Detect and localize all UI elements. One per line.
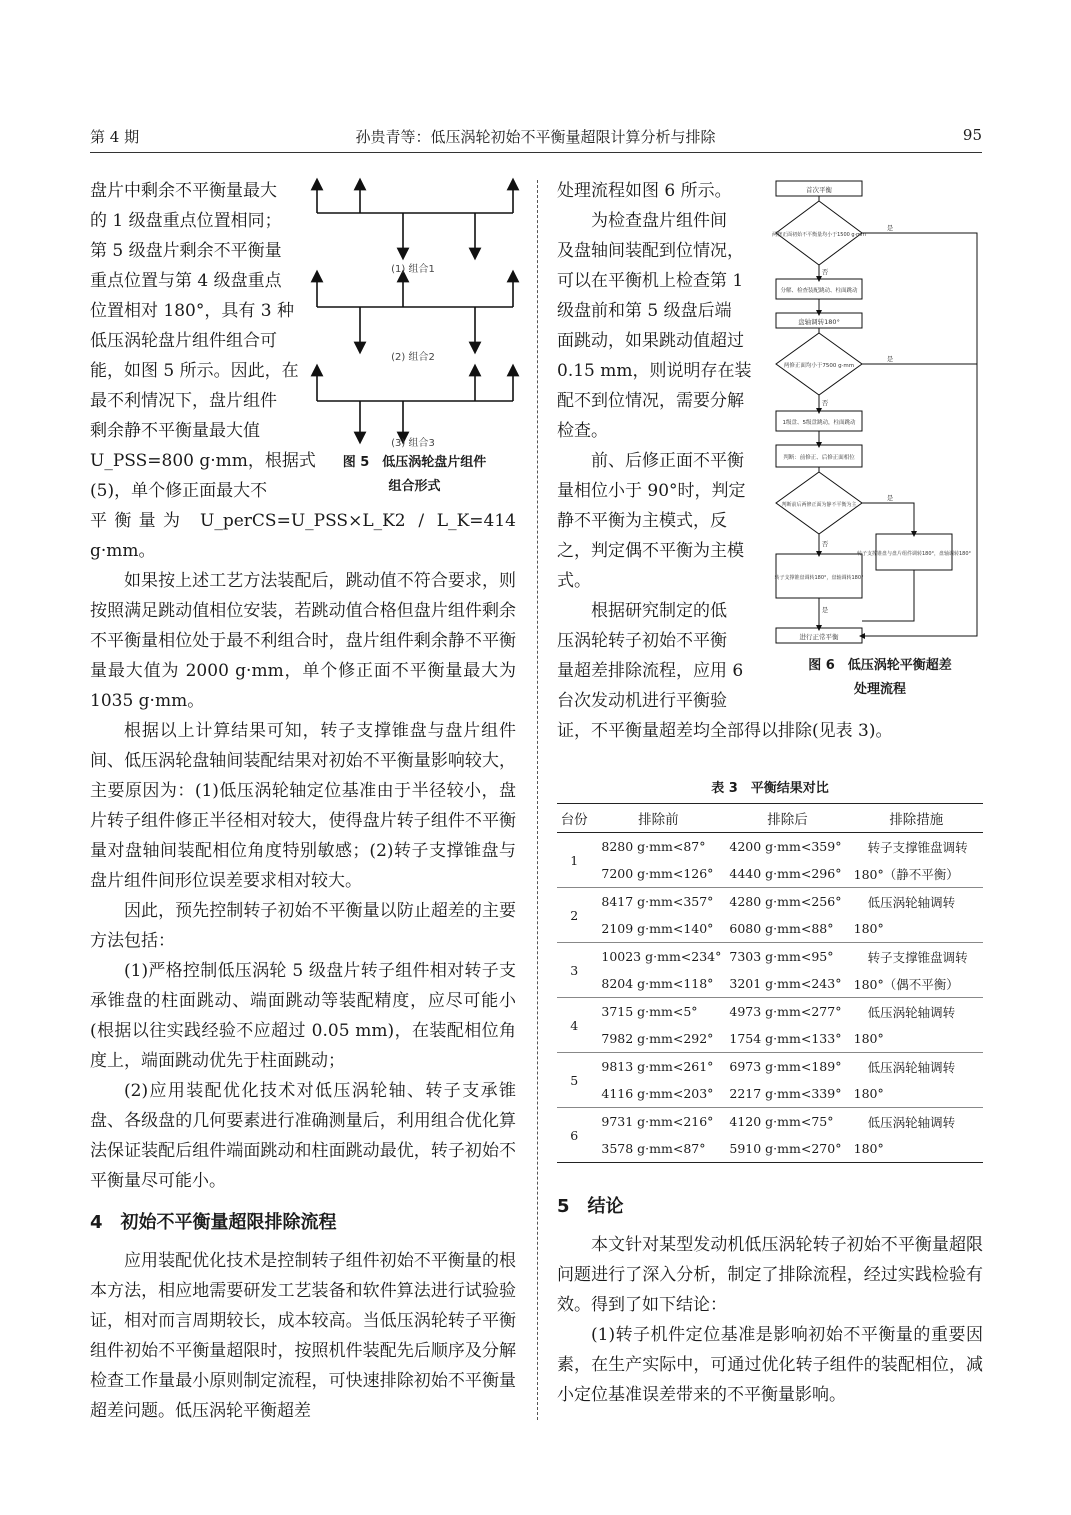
cell-before: 8417 g·mm<357° [591, 888, 725, 916]
paragraph: (2)应用装配优化技术对低压涡轮轴、转子支承锥盘、各级盘的几何要素进行准确测量后，利用组合优化算法保证装配后组件端面跳动和柱面跳动最优，转子初始不平衡量尽可能小。 [90, 1081, 516, 1191]
flow-yes-label: 是 [821, 606, 829, 614]
wrap-line: 最不利情况下，盘片组件 [90, 391, 277, 411]
caption-line: 组合形式 [388, 479, 441, 494]
column-header: 台份 [557, 804, 591, 833]
figure-5-diagram [305, 176, 525, 456]
flow-text: 转子支撑锥盘与盘片组件调转180°，盘轴调转180° [856, 551, 972, 557]
wrap-line: 可以在平衡机上检查第 1 [557, 271, 744, 291]
section-heading-4: 4 初始不平衡量超限排除流程 [90, 1212, 337, 1233]
table-3 [557, 803, 983, 1163]
conclusion-body [557, 1230, 983, 1410]
cell-after: 4120 g·mm<75° [725, 1108, 849, 1136]
wrap-line: 能，如图 5 所示。因此，在 [90, 361, 299, 381]
column-divider [537, 180, 538, 1420]
figure-6-caption [780, 654, 980, 702]
wrap-line: 位置相对 180°，具有 3 种 [90, 301, 294, 321]
flow-text: 分解、检查装配跳动、柱面跳动 [780, 288, 858, 294]
wrap-line: 检查。 [557, 421, 608, 441]
cell-before: 4116 g·mm<203° [601, 1086, 714, 1101]
unit-id: 2 [557, 888, 591, 943]
flow-yes-label: 是 [886, 494, 894, 502]
flow-no-label: 否 [821, 399, 829, 407]
flow-line [862, 503, 914, 534]
cell-after: 6973 g·mm<189° [725, 1053, 849, 1081]
table-row [557, 860, 983, 888]
column-header: 排除后 [725, 804, 849, 833]
wrap-line: 0.15 mm，则说明存在装 [557, 361, 752, 381]
paragraph: 本文针对某型发动机低压涡轮转子初始不平衡量超限问题进行了深入分析，制定了排除流程，经过实践检验有效。得到了如下结论： [557, 1235, 983, 1315]
cell-after: 2217 g·mm<339° [729, 1086, 842, 1101]
table-row [557, 1080, 983, 1108]
flow-text: 两修正面初始不平衡量均小于1500 g·mm [772, 232, 866, 238]
fig5-label: (1) 组合1 [391, 264, 435, 275]
caption-line: 图 5 低压涡轮盘片组件 [342, 455, 487, 470]
column-header: 排除前 [591, 804, 725, 833]
wrap-line: 台次发动机进行平衡验 [557, 691, 727, 711]
cell-after: 3201 g·mm<243° [729, 976, 842, 991]
cell-after: 4280 g·mm<256° [725, 888, 849, 916]
cell-before: 8280 g·mm<87° [591, 833, 725, 861]
table-row [557, 888, 983, 916]
cell-after: 7303 g·mm<95° [725, 943, 849, 971]
wrap-line: 处理流程如图 6 所示。 [557, 181, 732, 201]
cell-before: 9731 g·mm<216° [591, 1108, 725, 1136]
cell-before: 3578 g·mm<87° [591, 1135, 725, 1163]
section-heading-5: 5 结论 [557, 1196, 624, 1217]
cell-after: 4440 g·mm<296° [729, 866, 842, 881]
wrap-line: 配不到位情况，需要分解 [557, 391, 744, 411]
cell-measure: 180° [850, 1135, 983, 1163]
flow-text: 1级盘、5级盘跳动，柱面跳动 [782, 420, 856, 426]
wrap-line: (5)，单个修正面最大不 [90, 481, 268, 501]
cell-measure: 低压涡轮轴调转 [850, 888, 983, 916]
column-header: 排除措施 [850, 804, 983, 833]
cell-measure: 转子支撑锥盘调转 [850, 833, 983, 861]
wrap-line: 根据研究制定的低 [591, 601, 727, 621]
cell-before: 2109 g·mm<140° [601, 921, 714, 936]
flow-yes-label: 是 [886, 224, 894, 232]
flow-text: 首次平衡 [806, 186, 832, 194]
cell-measure: 转子支撑锥盘调转 [850, 943, 983, 971]
paragraph: (1)严格控制低压涡轮 5 级盘片转子组件相对转子支承锥盘的柱面跳动、端面跳动等装配精度，应尽可能小(根据以往实践经验不应超过 0.05 mm)，在装配相位角度上，端面跳动优先于柱面跳动； [90, 961, 516, 1071]
left-body [90, 506, 516, 1426]
header-rule [90, 152, 982, 153]
unit-id: 4 [557, 998, 591, 1053]
unit-id: 3 [557, 943, 591, 998]
unit-id: 5 [557, 1053, 591, 1108]
wrap-line: 为检查盘片组件间 [591, 211, 727, 231]
flow-line [862, 233, 977, 636]
cell-measure: 180° [853, 921, 884, 936]
cell-measure: 180°（静不平衡） [853, 866, 959, 882]
wrap-line: 剩余静不平衡量最大值 [90, 421, 260, 441]
figure-5-caption [312, 451, 517, 499]
flow-text: 盘轴调转180° [798, 318, 840, 326]
fig5-label: (3) 组合3 [391, 438, 435, 449]
cell-measure: 低压涡轮轴调转 [850, 1108, 983, 1136]
page-number: 95 [962, 126, 982, 144]
wrap-line: 盘片中剩余不平衡量最大 [90, 181, 277, 201]
cell-measure: 180° [853, 1086, 884, 1101]
caption-line: 图 6 低压涡轮平衡超差 [808, 658, 952, 673]
cell-measure: 180°（偶不平衡） [853, 976, 959, 992]
cell-after: 4973 g·mm<277° [725, 998, 849, 1026]
wrap-line: 重点位置与第 4 级盘重点 [90, 271, 282, 291]
cell-before: 7982 g·mm<292° [601, 1031, 714, 1046]
table-row [557, 1108, 983, 1136]
caption-line: 处理流程 [853, 682, 906, 697]
wrap-line: 级盘前和第 5 级盘后端 [557, 301, 732, 321]
fig5-label: (2) 组合2 [391, 352, 435, 363]
paragraph: 因此，预先控制转子初始不平衡量以防止超差的主要方法包括： [90, 901, 516, 951]
table-row [557, 1135, 983, 1163]
wrap-line: 第 5 级盘片剩余不平衡量 [90, 241, 282, 261]
flow-text: 判断前后两修正面为静不平衡为主 [781, 502, 857, 508]
table-row [557, 1025, 983, 1053]
table-row [557, 943, 983, 971]
flow-text: 转子支撑锥盘调转180°，盘轴调转180° [774, 575, 864, 581]
cell-measure: 低压涡轮轴调转 [850, 998, 983, 1026]
wrap-line: 式。 [557, 571, 591, 591]
cell-measure: 低压涡轮轴调转 [850, 1053, 983, 1081]
right-wrap-text [557, 176, 767, 716]
table-3-title: 表 3 平衡结果对比 [711, 781, 829, 796]
unit-id: 1 [557, 833, 591, 888]
paragraph: 应用装配优化技术是控制转子组件初始不平衡量的根本方法，相应地需要研发工艺装备和软件算法进行试验验证，相对而言周期较长，成本较高。当低压涡轮转子平衡组件初始不平衡量超限时，按照机件装配先后顺序及分解检查工作量最小原则制定流程，可快速排除初始不平衡量超差问题。低压涡轮平衡超差 [90, 1251, 516, 1421]
wrap-line: 量相位小于 90°时，判定 [557, 481, 746, 501]
wrap-line: 压涡轮转子初始不平衡 [557, 631, 727, 651]
table-row [557, 1053, 983, 1081]
cell-after: 1754 g·mm<133° [729, 1031, 842, 1046]
flow-line [862, 570, 914, 621]
table-row [557, 998, 983, 1026]
flow-text: 判断：前修正、后修正面相位 [783, 455, 855, 461]
cell-before: 7200 g·mm<126° [601, 866, 714, 881]
paragraph: 证，不平衡量超差均全部得以排除(见表 3)。 [557, 721, 893, 741]
table-row [557, 970, 983, 998]
paragraph: 根据以上计算结果可知，转子支撑锥盘与盘片组件间、低压涡轮盘轴间装配结果对初始不平衡量影响较大，主要原因为：(1)低压涡轮轴定位基准由于半径较小，盘片转子组件修正半径相对较大，使得盘片转子组件不平衡量对盘轴间装配相位角度特别敏感；(2)转子支撑锥盘与盘片组件间形位误差要求相对较大。 [90, 721, 516, 891]
cell-before: 9813 g·mm<261° [591, 1053, 725, 1081]
wrap-line: 的 1 级盘重点位置相同； [90, 211, 282, 231]
paragraph: 如果按上述工艺方法装配后，跳动值不符合要求，则按照满足跳动值相位安装，若跳动值合格但盘片组件剩余不平衡量相位处于最不利组合时，盘片组件剩余静不平衡量最大值为 2000 g·mm，单个修正面不平衡量最大为 1035 g·mm。 [90, 571, 516, 711]
wrap-line: 及盘轴间装配到位情况， [557, 241, 744, 261]
wrap-line: 面跳动，如果跳动值超过 [557, 331, 744, 351]
cell-after: 6080 g·mm<88° [729, 921, 834, 936]
flow-text: 进行正常平衡 [799, 633, 839, 641]
wrap-line: 之，判定偶不平衡为主模 [557, 541, 744, 561]
paragraph: (1)转子机件定位基准是影响初始不平衡量的重要因素，在生产实际中，可通过优化转子组件的装配相位，减小定位基准误差带来的不平衡量影响。 [557, 1325, 983, 1405]
wrap-line: 静不平衡为主模式，反 [557, 511, 727, 531]
figure-6-flowchart [770, 176, 982, 646]
left-wrap-text [90, 176, 316, 506]
running-title: 孙贵青等：低压涡轮初始不平衡量超限计算分析与排除 [355, 128, 716, 146]
wrap-line: 前、后修正面不平衡 [591, 451, 744, 471]
table-row [557, 915, 983, 943]
issue-number: 第 4 期 [90, 128, 140, 146]
cell-measure: 180° [853, 1031, 884, 1046]
cell-before: 10023 g·mm<234° [591, 943, 725, 971]
flow-no-label: 否 [821, 540, 829, 548]
table-header-row [557, 804, 983, 833]
flow-no-label: 否 [821, 268, 829, 276]
unit-id: 6 [557, 1108, 591, 1163]
flow-text: 两修正面均小于7500 g·mm [783, 363, 855, 369]
wrap-line: 低压涡轮盘片组件组合可 [90, 331, 277, 351]
table-row [557, 833, 983, 861]
cell-after: 4200 g·mm<359° [725, 833, 849, 861]
wrap-line: U_PSS=800 g·mm，根据式 [90, 451, 316, 471]
flow-yes-label: 是 [886, 355, 894, 363]
right-body [557, 716, 983, 746]
paragraph: 平衡量为 U_perCS=U_PSS×L_K2 / L_K=414 g·mm。 [90, 511, 516, 561]
cell-after: 5910 g·mm<270° [725, 1135, 849, 1163]
cell-before: 8204 g·mm<118° [601, 976, 714, 991]
wrap-line: 量超差排除流程，应用 6 [557, 661, 744, 681]
cell-before: 3715 g·mm<5° [591, 998, 725, 1026]
